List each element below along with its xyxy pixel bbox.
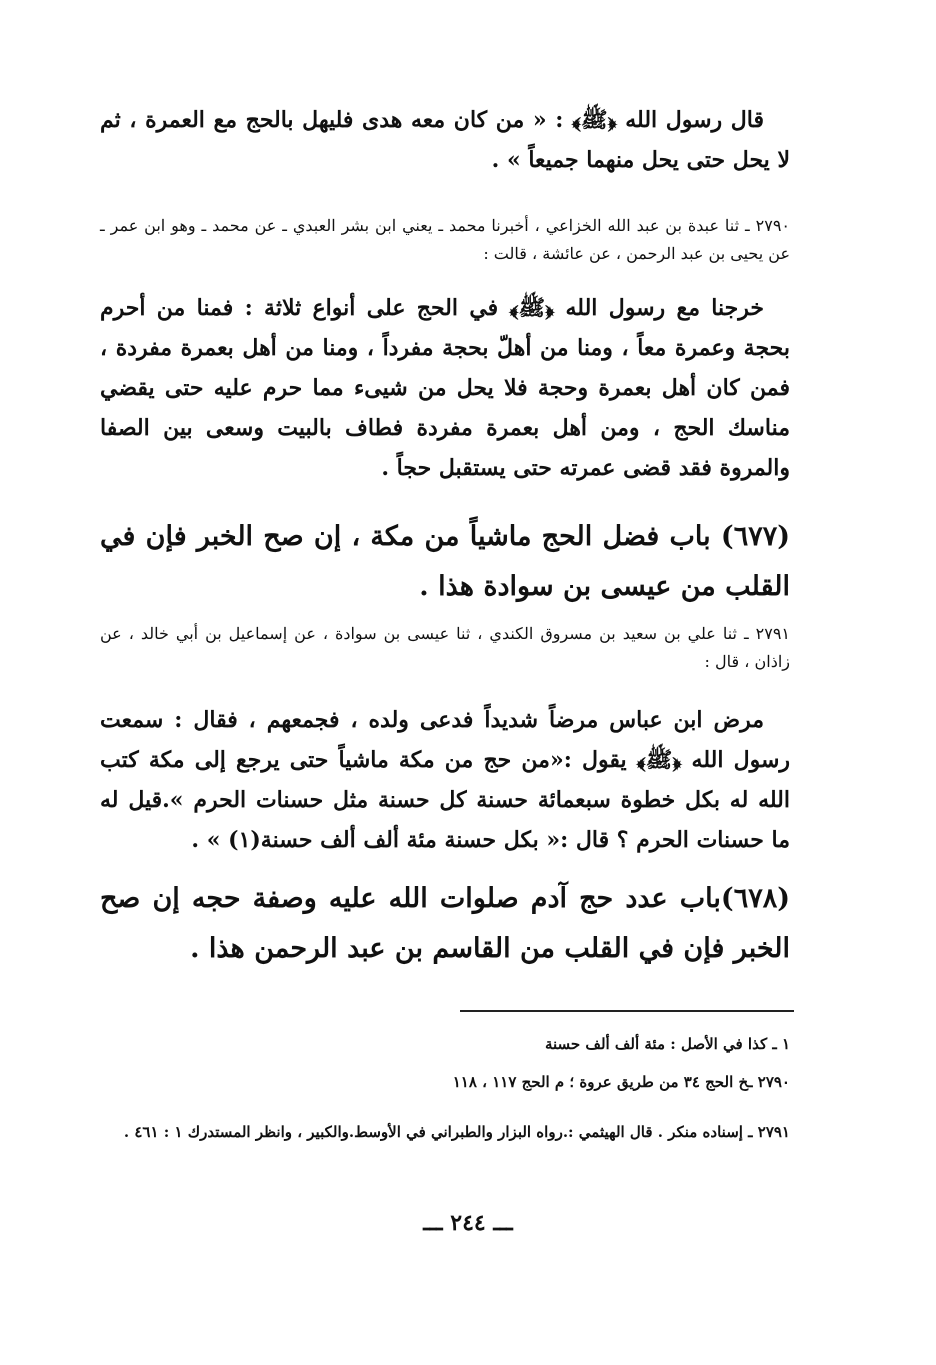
footnote-2790-takhrij: ٢٧٩٠ ـخ الحج ٣٤ من طريق عروة ؛ م الحج ١١٧ ، ١١٨ [452,1073,790,1091]
hadith-2790-isnad: ٢٧٩٠ ـ ثنا عبدة بن عبد الله الخزاعي ، أخبرنا محمد ـ يعني ابن بشر العبدي ـ عن محمد ـ وهو ابن عمر ـ عن يحيى بن عبد الرحمن ، عن عائشة ، قالت : [100,216,790,263]
footnote-2791-takhrij: ٢٧٩١ ـ إسناده منكر . قال الهيثمي :.رواه البزار والطبراني في الأوسط.والكبير ، وانظر المستدرك ١ : ٤٦١ . [123,1123,790,1141]
page-number: ـــ ٢٤٤ ـــ [423,1210,513,1236]
footnote-1: ١ ـ كذا في الأصل : مئة ألف ألف حسنة [544,1035,790,1053]
chapter-678-heading: (٦٧٨)باب عدد حج آدم صلوات الله عليه وصفة حجه إن صح الخبر فإن في القلب من القاسم بن عبد الرحمن هذا . [100,883,790,964]
hadith-2791-matn: مرض ابن عباس مرضاً شديداً فدعى ولده ، فجمعهم ، فقال : سمعت رسول الله ﴿ﷺ﴾ يقول :«من حج من مكة ماشياً حتى يرجع إلى مكة كتب الله له بكل خطوة سبعمائة حسنة كل حسنة مثل حسنات الحرم ».قيل له ما حسنات الحرم ؟ قال :« بكل حسنة مئة ألف ألف حسنة(١) » . [100,707,790,853]
footnote-divider [460,1010,794,1012]
hadith-2790-matn: خرجنا مع رسول الله ﴿ﷺ﴾ في الحج على أنواع ثلاثة : فمنا من أحرم بحجة وعمرة معاً ، ومنا من أهلّ بحجة مفرداً ، ومنا من أهل بعمرة مفردة ، فمن كان أهل بعمرة وحجة فلا يحل من شيىء مما حرم عليه حتى يقضي مناسك الحج ، ومن أهل بعمرة مفردة فطاف بالبيت وسعى بين الصفا والمروة فقد قضى عمرته حتى يستقبل حجاً . [100,295,790,481]
hadith-2789-conclusion: قال رسول الله ﴿ﷺ﴾ : « من كان معه هدى فليهل بالحج مع العمرة ، ثم لا يحل حتى يحل منهما جميعاً » . [100,107,790,173]
hadith-2791-isnad: ٢٧٩١ ـ ثنا علي بن سعيد بن مسروق الكندي ، ثنا عيسى بن سوادة ، عن إسماعيل بن أبي خالد ، عن زاذان ، قال : [100,624,790,671]
chapter-677-heading: (٦٧٧) باب فضل الحج ماشياً من مكة ، إن صح الخبر فإن في القلب من عيسى بن سوادة هذا . [100,521,790,602]
